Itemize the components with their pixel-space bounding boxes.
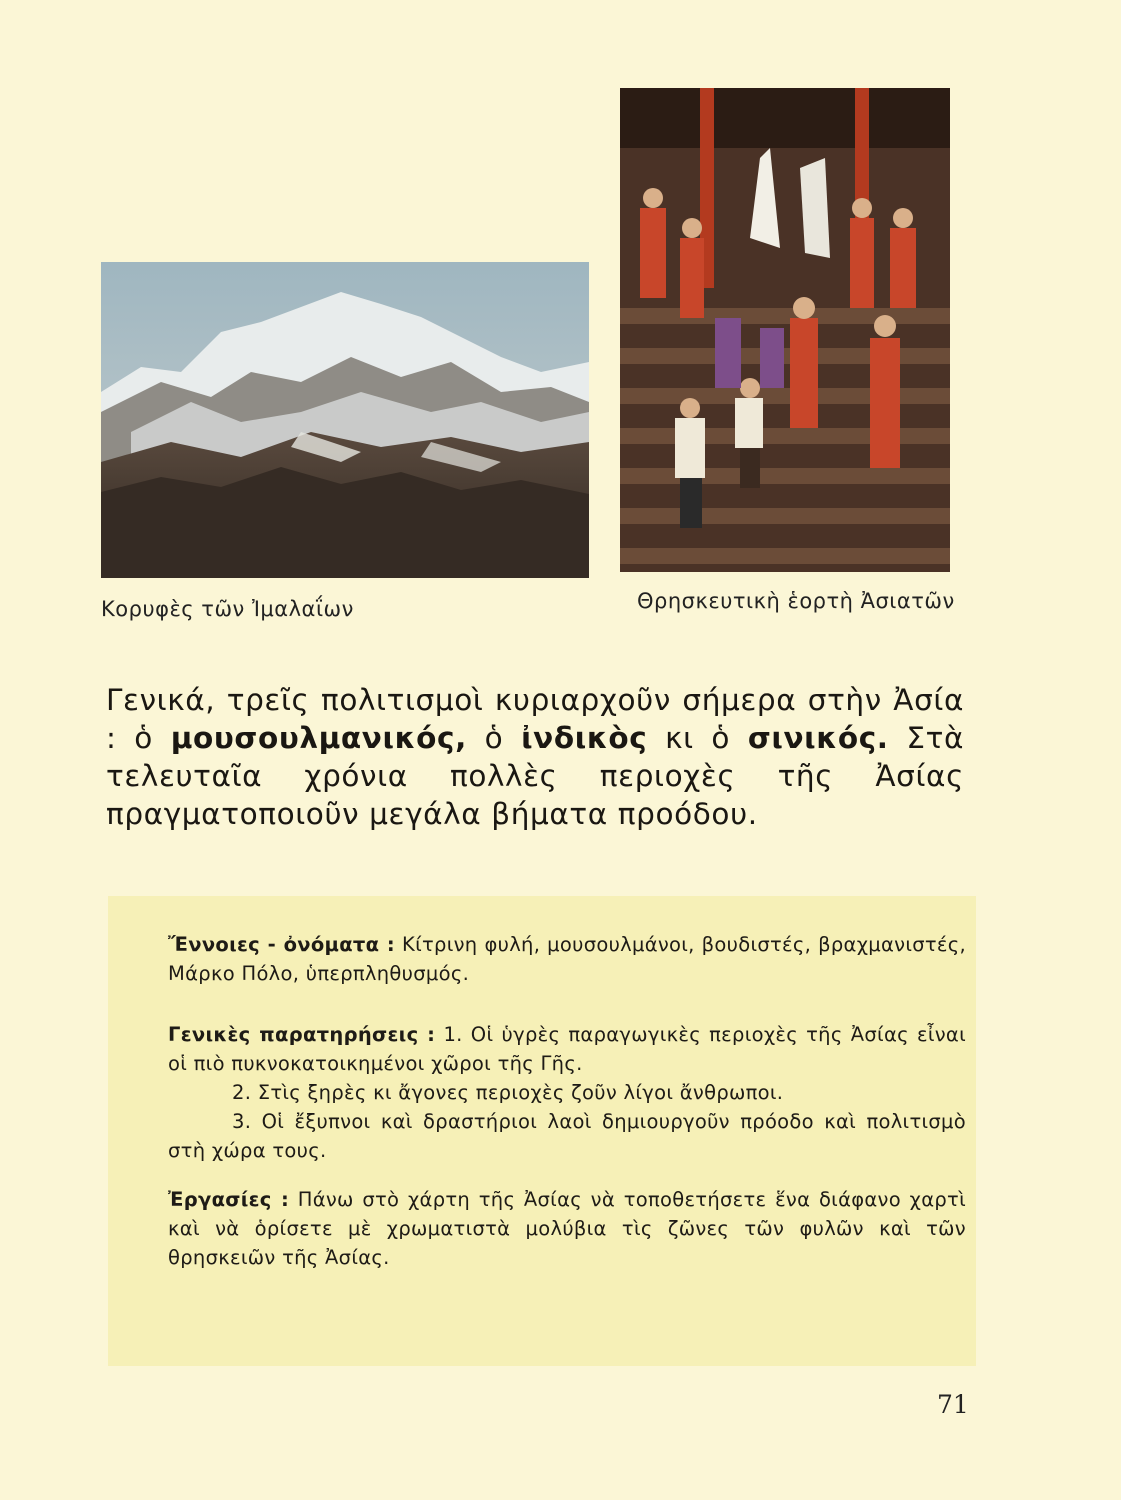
himalaya-photo-illustration [101,262,589,578]
festival-photo-illustration [620,88,950,572]
concepts-label: Ἔννοιες - ὀνόματα : [168,933,396,956]
main-text-part3: κι ὁ [647,721,748,755]
tasks-label: Ἐργασίες : [168,1188,290,1211]
remarks-paragraph [168,1020,966,1165]
term-chinese: σινικός. [747,721,889,755]
himalaya-photo [101,262,589,578]
festival-photo [620,88,950,572]
tasks-text: Πάνω στὸ χάρτη τῆς Ἀσίας νὰ τοποθετήσετε ἕνα διάφανο χαρτὶ καὶ νὰ ὁρίσετε μὲ χρωματιστὰ μολύβια τὶς ζῶνες τῶν φυλῶν καὶ τῶν θρησκειῶν τῆς Ἀσίας. [168,1188,966,1269]
main-text-part1: Γενικά, τρεῖς πολιτισμοὶ κυριαρχοῦν σήμερα στὴν Ἀσία : ὁ [106,683,964,755]
remark-3: 3. Οἱ ἔξυπνοι καὶ δραστήριοι λαοὶ δημιουργοῦν πρόοδο καὶ πολιτισμὸ στὴ χώρα τους. [168,1110,966,1162]
term-muslim: μουσουλμανικός, [170,721,467,755]
summary-box [108,896,976,1366]
term-indian: ἰνδικὸς [521,721,648,755]
himalaya-caption: Κορυφὲς τῶν Ἰμαλαΐων [101,597,354,621]
concepts-paragraph [168,930,966,988]
main-text-part4: Στὰ τελευταῖα χρόνια πολλὲς περιοχὲς τῆς Ἀσίας πραγματοποιοῦν μεγάλα βήματα προόδου. [106,721,964,831]
concepts-text: Κίτρινη φυλή, μουσουλμάνοι, βουδιστές, βραχμανιστές, Μάρκο Πόλο, ὑπερπληθυσμός. [168,933,967,985]
remarks-label: Γενικὲς παρατηρήσεις : [168,1023,436,1046]
festival-caption: Θρησκευτικὴ ἑορτὴ Ἀσιατῶν [637,589,955,613]
page-number: 71 [937,1390,969,1419]
tasks-paragraph [168,1185,966,1272]
remark-2: 2. Στὶς ξηρὲς κι ἄγονες περιοχὲς ζοῦν λίγοι ἄνθρωποι. [232,1081,784,1104]
main-paragraph [106,681,964,833]
main-text-part2: ὁ [466,721,522,755]
remark-1: 1. Οἱ ὑγρὲς παραγωγικὲς περιοχὲς τῆς Ἀσίας εἶναι οἱ πιὸ πυκνοκατοικημένοι χῶροι τῆς Γῆς. [168,1023,966,1075]
